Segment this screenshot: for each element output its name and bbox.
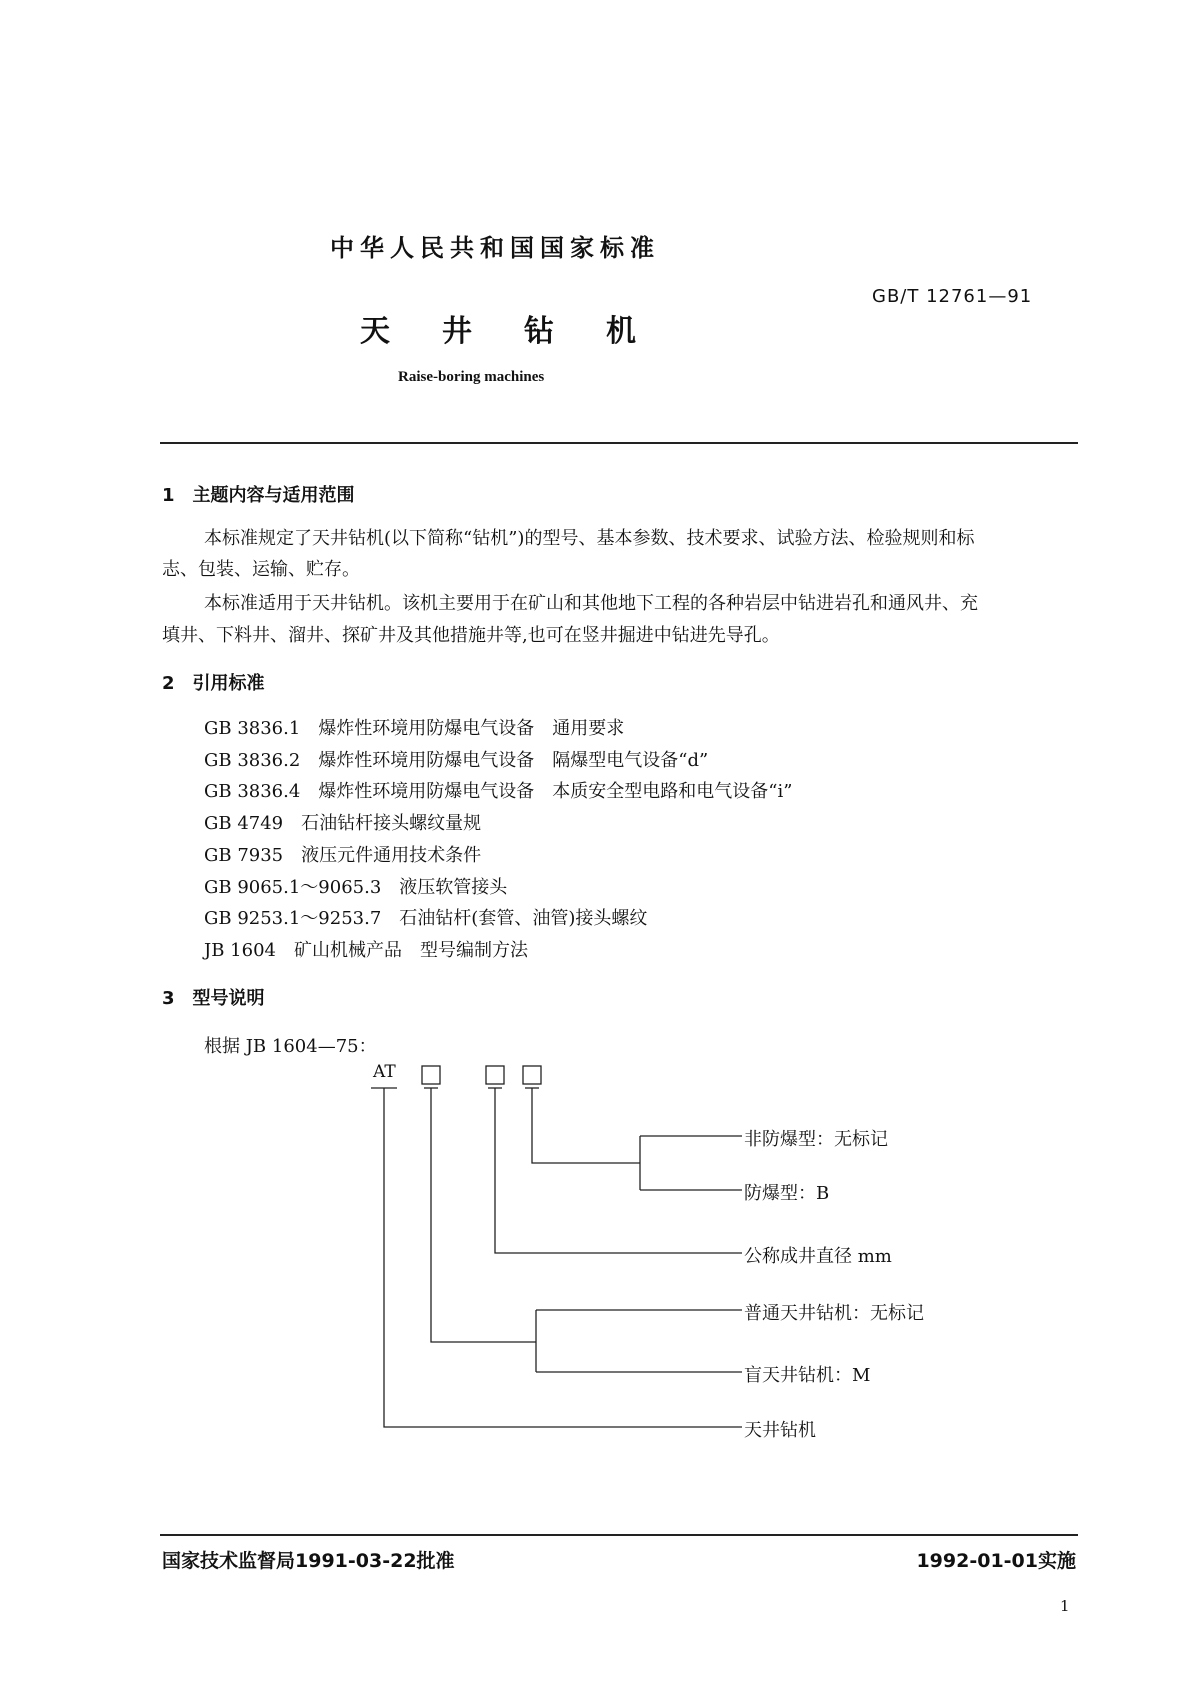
name-char: 钻: [524, 314, 554, 349]
model-intro: 根据 JB 1604—75：: [204, 1036, 377, 1057]
diagram-label: 非防爆型：无标记: [744, 1129, 888, 1150]
placeholder-box: [523, 1066, 541, 1084]
ref-code: GB 9065.1～9065.3: [204, 877, 382, 898]
section-title: 型号说明: [192, 988, 265, 1009]
ref-title: 爆炸性环境用防爆电气设备 本质安全型电路和电气设备“i”: [318, 781, 793, 802]
ref-code: GB 3836.2: [204, 750, 301, 771]
name-char: 机: [606, 314, 636, 349]
ref-title: 石油钻杆(套管、油管)接头螺纹: [399, 908, 648, 929]
ref-title: 液压软管接头: [399, 877, 508, 898]
document-title: 中华人民共和国国家标准: [330, 234, 660, 262]
ref-title: 矿山机械产品 型号编制方法: [293, 940, 528, 961]
paragraph-line: 填井、下料井、溜井、探矿井及其他措施井等,也可在竖井掘进中钻进先导孔。: [162, 625, 780, 646]
standard-code: GB/T 12761—91: [872, 286, 1033, 307]
ref-title: 液压元件通用技术条件: [301, 845, 482, 866]
ref-code: GB 7935: [204, 845, 284, 866]
placeholder-box: [422, 1066, 440, 1084]
diagram-label: 公称成井直径 mm: [744, 1246, 892, 1267]
page-number: 1: [1060, 1597, 1070, 1615]
section-number: 3: [162, 988, 175, 1009]
placeholder-box: [486, 1066, 504, 1084]
ref-code: GB 3836.1: [204, 718, 301, 739]
ref-code: GB 4749: [204, 813, 284, 834]
english-title: Raise-boring machines: [398, 369, 545, 385]
model-prefix: AT: [373, 1062, 396, 1082]
paragraph-line: 本标准适用于天井钻机。该机主要用于在矿山和其他地下工程的各种岩层中钻进岩孔和通风井、充: [204, 593, 978, 614]
section-title: 主题内容与适用范围: [192, 485, 355, 506]
ref-code: JB 1604: [204, 940, 276, 961]
paragraph-line: 志、包装、运输、贮存。: [162, 559, 360, 580]
diagram-label: 盲天井钻机：M: [744, 1365, 871, 1386]
effective-date: 1992-01-01实施: [916, 1550, 1076, 1572]
paragraph-line: 本标准规定了天井钻机(以下简称“钻机”)的型号、基本参数、技术要求、试验方法、检验规则和标: [204, 528, 975, 549]
connector-line: [431, 1088, 536, 1342]
ref-code: GB 3836.4: [204, 781, 301, 802]
section-number: 2: [162, 673, 175, 694]
name-char: 井: [442, 314, 472, 349]
approval-date: 国家技术监督局1991-03-22批准: [162, 1550, 455, 1572]
ref-title: 爆炸性环境用防爆电气设备 通用要求: [318, 718, 625, 739]
name-char: 天: [360, 314, 390, 349]
diagram-label: 普通天井钻机：无标记: [744, 1303, 924, 1324]
diagram-label: 防爆型：B: [744, 1183, 830, 1204]
section-title: 引用标准: [192, 673, 265, 694]
ref-title: 爆炸性环境用防爆电气设备 隔爆型电气设备“d”: [318, 750, 709, 771]
section-number: 1: [162, 485, 175, 506]
ref-title: 石油钻杆接头螺纹量规: [301, 813, 482, 834]
connector-line: [532, 1088, 640, 1163]
footer-divider: [160, 1534, 1078, 1536]
connector-line: [384, 1088, 742, 1427]
diagram-label: 天井钻机: [744, 1420, 816, 1441]
ref-code: GB 9253.1～9253.7: [204, 908, 382, 929]
